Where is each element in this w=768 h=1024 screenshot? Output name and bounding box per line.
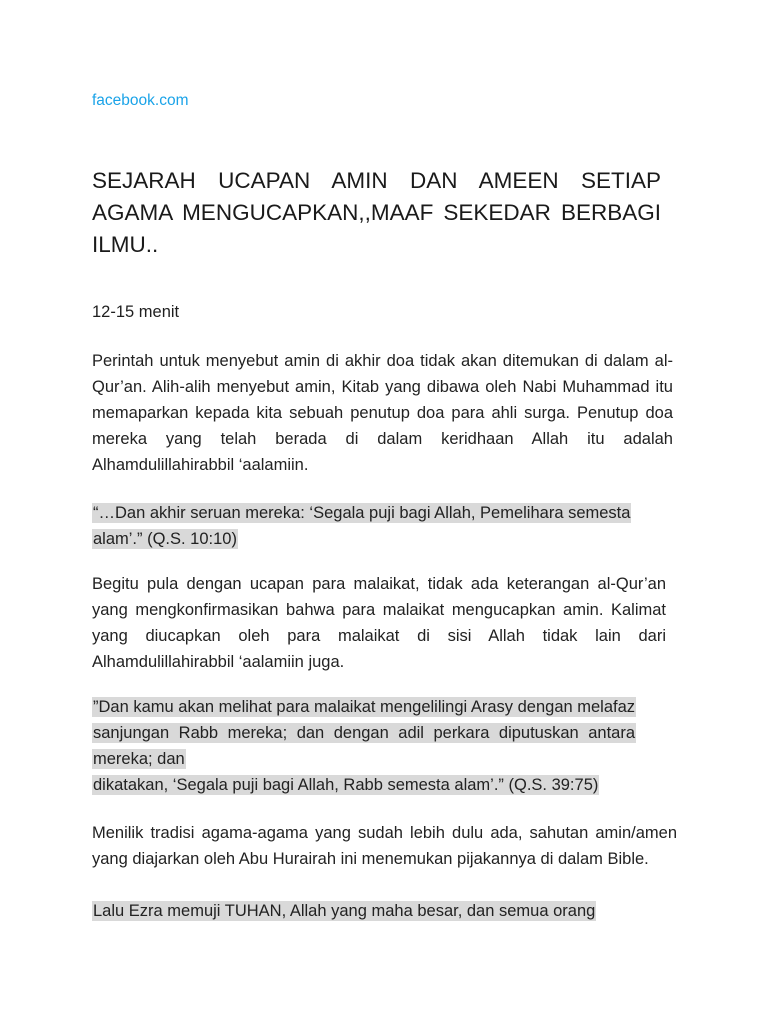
- read-time: 12-15 menit: [92, 303, 180, 321]
- paragraph-1: Perintah untuk menyebut amin di akhir doa tidak akan ditemukan di dalam al-Qur’an. Alih-alih menyebut amin, Kitab yang dibawa oleh Nabi Muhammad itu memaparkan kepada kita sebuah penutup doa para ahli surga. Penutup doa mereka yang telah berada di dalam keridhaan Allah itu adalah Alhamdulillahirabbil ‘aalamiin.: [92, 352, 673, 474]
- quote-2-block: [92, 694, 636, 772]
- paragraph-2: Begitu pula dengan ucapan para malaikat, tidak ada keterangan al-Qur’an yang mengkonfirmasikan bahwa para malaikat mengucapkan amin. Kalimat yang diucapkan oleh para malaikat di sisi Allah tidak lain dari Alhamdulillahirabbil ‘aalamiin juga.: [92, 575, 666, 671]
- quote-1: “…Dan akhir seruan mereka: ‘Segala puji bagi Allah, Pemelihara semesta alam’.” (Q.S. 10:10): [93, 504, 631, 548]
- quote-2-tail-block: [92, 772, 676, 798]
- paragraph-3: Menilik tradisi agama-agama yang sudah lebih dulu ada, sahutan amin/amen yang diajarkan oleh Abu Hurairah ini menemukan pijakannya di dalam Bible.: [92, 824, 677, 868]
- quote-2-part-1: ”Dan kamu akan melihat para malaikat mengelilingi Arasy dengan melafaz sanjungan Rabb mereka; dan dengan adil perkara diputuskan antara mereka; dan: [93, 698, 636, 768]
- article-title: SEJARAH UCAPAN AMIN DAN AMEEN SETIAP AGAMA MENGUCAPKAN,,MAAF SEKEDAR BERBAGI ILMU..: [92, 168, 661, 257]
- source-link[interactable]: facebook.com: [92, 92, 189, 109]
- paragraph-4-partial: Lalu Ezra memuji TUHAN, Allah yang maha besar, dan semua orang: [93, 902, 596, 920]
- quote-1-block: [92, 500, 637, 552]
- paragraph-4-block: [92, 898, 677, 924]
- quote-2-part-2: dikatakan, ‘Segala puji bagi Allah, Rabb semesta alam’.” (Q.S. 39:75): [93, 776, 599, 794]
